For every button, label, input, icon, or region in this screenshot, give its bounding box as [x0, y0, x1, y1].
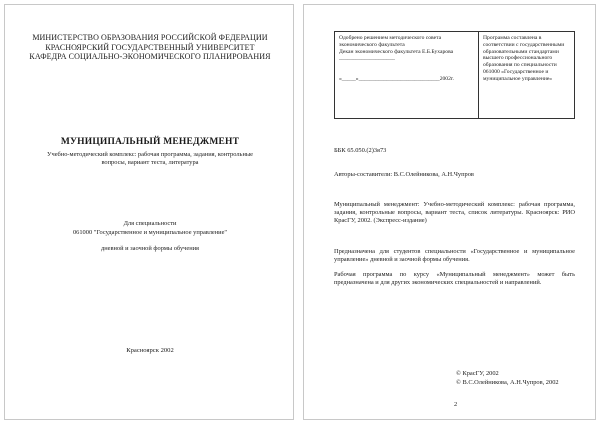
page-number: 2: [454, 401, 458, 408]
specialty-code: 061000 "Государственное и муниципальное управление": [72, 228, 228, 236]
imprint-page: [303, 4, 596, 420]
university-line: КРАСНОЯРСКИЙ ГОСУДАРСТВЕННЫЙ УНИВЕРСИТЕТ: [45, 42, 255, 52]
specialty-for-label: Для специальности: [123, 220, 177, 227]
program-note: Рабочая программа по курсу «Муниципальный менеджмент» может быть предназначена и для других экономических специальностей и направлений.: [334, 271, 575, 286]
approval-date-line: «_____»_____________________________2002г.: [339, 76, 454, 83]
intended-audience: Предназначена для студентов специальности «Государственное и муниципальное управление» дневной и заочной формы обучения.: [334, 248, 575, 263]
document-title: МУНИЦИПАЛЬНЫЙ МЕНЕДЖМЕНТ: [60, 137, 240, 147]
specialty-block: [15, 220, 285, 254]
approval-dean: Декан экономического факультета Е.Б.Бухарова ____________________: [339, 48, 454, 62]
copyright-university: © КрасГУ, 2002: [456, 370, 499, 377]
study-forms: дневной и заочной формы обучения: [100, 245, 199, 252]
department-line: КАФЕДРА СОЦИАЛЬНО-ЭКОНОМИЧЕСКОГО ПЛАНИРОВАНИЯ: [29, 52, 271, 61]
bibliographic-description: Муниципальный менеджмент: Учебно-методический комплекс: рабочая программа, задания, контрольные вопросы, вариант теста, список литературы. Красноярск: РИО КрасГУ, 2002. (Экспресс-издание): [334, 201, 575, 224]
document-subtitle: Учебно-методический комплекс: рабочая программа, задания, контрольные вопросы, вариант теста, литература: [46, 151, 254, 166]
city-year: Красноярск 2002: [126, 347, 174, 354]
approval-council: Одобрено решением методического совета экономического факультета: [339, 35, 442, 48]
authors-line: Авторы-составители: В.С.Олейникова, А.Н.Чупров: [334, 171, 474, 178]
title-page: [4, 4, 294, 420]
bbk-code: ББК 65.050.(2)3я73: [334, 147, 387, 154]
ministry-line: МИНИСТЕРСТВО ОБРАЗОВАНИЯ РОССИЙСКОЙ ФЕДЕРАЦИИ: [32, 33, 268, 42]
copyright-block: [456, 369, 559, 387]
approval-table: [334, 31, 575, 119]
approval-cell-left: [335, 32, 479, 118]
approval-cell-right: Программа составлена в соответствии с государственными образовательными стандартами высшего профессионального образования по специальности 061000 «Государственное и муниципальное управление»: [483, 35, 565, 82]
copyright-authors: © В.С.Олейникова, А.Н.Чупров, 2002: [456, 379, 559, 386]
ministry-header: [15, 33, 285, 62]
